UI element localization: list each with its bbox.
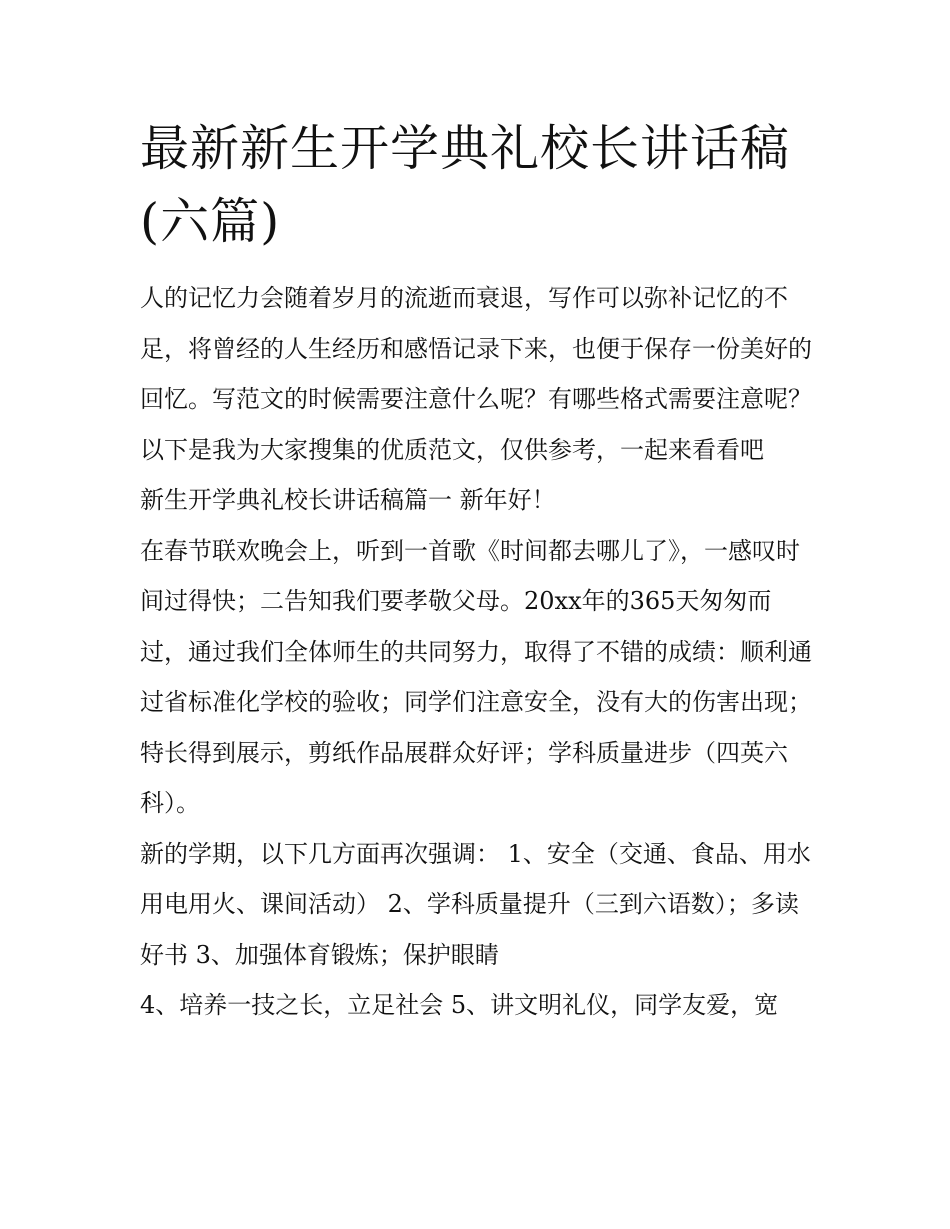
section-heading: 新生开学典礼校长讲话稿篇一 新年好！ <box>140 486 556 514</box>
intro-paragraph: 人的记忆力会随着岁月的流逝而衰退，写作可以弥补记忆的不足，将曾经的人生经历和感悟记录下来，也便于保存一份美好的回忆。写范文的时候需要注意什么呢？有哪些格式需要注意呢？以下是我为大家搜集的优质范文，仅供参考，一起来看看吧 <box>140 284 812 464</box>
body-paragraph: 在春节联欢晚会上，听到一首歌《时间都去哪儿了》，一感叹时间过得快；二告知我们要孝敬父母。20xx年的365天匆匆而过，通过我们全体师生的共同努力，取得了不错的成绩：顺利通过省标准化学校的验收；同学们注意安全，没有大的伤害出现；特长得到展示，剪纸作品展群众好评；学科质量进步（四英六科）。 <box>140 536 812 817</box>
document-title: 最新新生开学典礼校长讲话稿(六篇) <box>140 120 791 250</box>
body-paragraph: 4、培养一技之长，立足社会 5、讲文明礼仪，同学友爱，宽 <box>140 991 779 1019</box>
document-body <box>140 112 812 1031</box>
body-paragraph: 新的学期，以下几方面再次强调： 1、安全（交通、食品、用水用电用火、课间活动） 2、学科质量提升（三到六语数）；多读好书 3、加强体育锻炼；保护眼睛 <box>140 839 811 969</box>
